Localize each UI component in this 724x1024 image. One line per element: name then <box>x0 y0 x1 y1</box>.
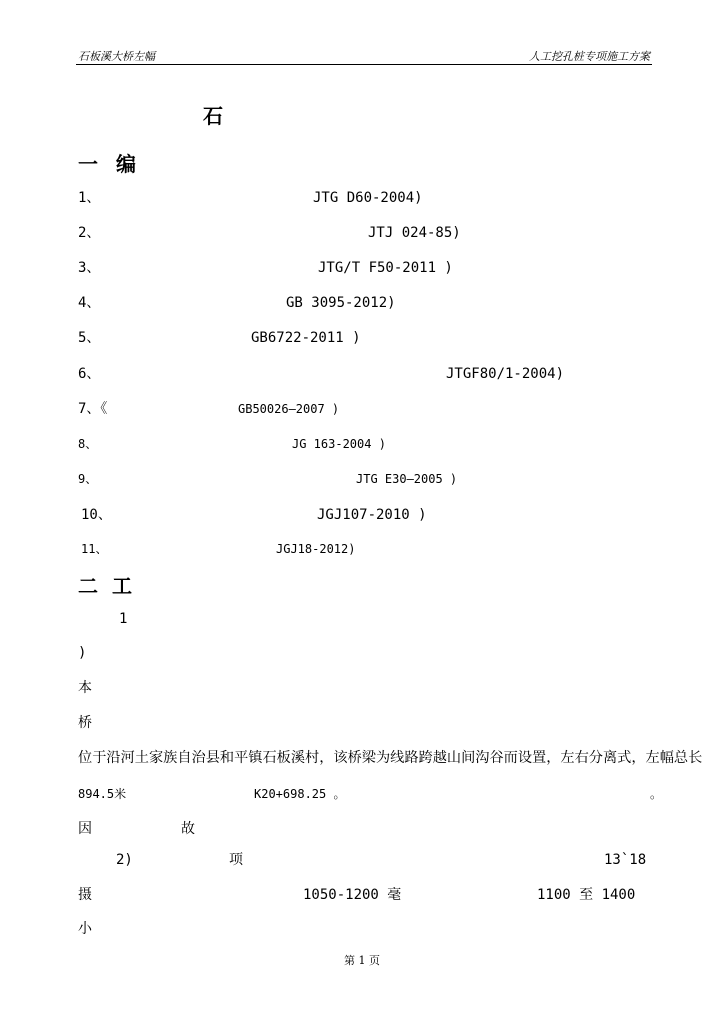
diameter-range-1: 1050-1200 毫 <box>303 887 402 903</box>
ref-5-number: 5、 <box>78 330 101 346</box>
ref-6-number: 6、 <box>78 366 101 382</box>
bridge-station: K20+698.25 。 <box>254 787 346 801</box>
text-yin: 因 <box>78 821 92 837</box>
ref-3-number: 3、 <box>78 260 101 276</box>
ref-1-number: 1、 <box>78 190 101 206</box>
ref-8-code: JG 163-2004 ) <box>292 437 386 451</box>
ref-4-code: GB 3095-2012) <box>286 295 396 311</box>
section-1-number: 一 <box>78 152 98 176</box>
section-2-title: 工 <box>112 574 132 598</box>
text-xiao: 小 <box>78 921 92 937</box>
ref-9-number: 9、 <box>78 472 98 486</box>
bridge-description: 位于沿河土家族自治县和平镇石板溪村，该桥梁为线路跨越山间沟谷而设置，左右分离式，左幅总长 <box>78 750 703 766</box>
text-ben: 本 <box>78 680 92 696</box>
depth-range: 13`18 <box>604 852 647 868</box>
bridge-length: 894.5米 <box>78 787 127 801</box>
diameter-range-2: 1100 至 1400 <box>537 887 636 903</box>
ref-4-number: 4、 <box>78 295 101 311</box>
line-end-period: 。 <box>650 787 663 801</box>
item-1-number: 1 <box>119 611 128 627</box>
ref-3-code: JTG/T F50-2011 ) <box>318 260 453 276</box>
ref-11-code: JGJ18-2012) <box>276 542 356 556</box>
ref-6-code: JTGF80/1-2004) <box>446 366 565 382</box>
paren-text: ) <box>78 645 87 661</box>
ref-9-code: JTG E30—2005 ) <box>356 472 458 486</box>
item-2-number: 2) <box>116 852 133 868</box>
text-xiang: 项 <box>229 852 243 868</box>
ref-2-number: 2、 <box>78 225 101 241</box>
text-she: 摄 <box>78 887 92 903</box>
text-gu: 故 <box>181 821 195 837</box>
page-number: 第 1 页 <box>344 954 380 967</box>
ref-7-code: GB50026—2007 ) <box>238 402 340 416</box>
ref-5-code: GB6722-2011 ) <box>251 330 361 346</box>
ref-8-number: 8、 <box>78 437 98 451</box>
header-rule <box>76 64 652 65</box>
ref-10-number: 10、 <box>81 507 112 523</box>
ref-2-code: JTJ 024-85) <box>368 225 461 241</box>
ref-7-number: 7、《 <box>78 401 108 417</box>
header-right-title: 人工挖孔桩专项施工方案 <box>529 50 650 63</box>
header-left-title: 石板溪大桥左幅 <box>78 50 155 63</box>
ref-11-number: 11、 <box>81 542 108 556</box>
ref-10-code: JGJ107-2010 ) <box>317 507 427 523</box>
document-title: 石 <box>203 104 223 128</box>
text-qiao: 桥 <box>78 715 92 731</box>
ref-1-code: JTG D60-2004) <box>313 190 423 206</box>
section-1-title: 编 <box>116 152 136 176</box>
section-2-number: 二 <box>78 574 98 598</box>
